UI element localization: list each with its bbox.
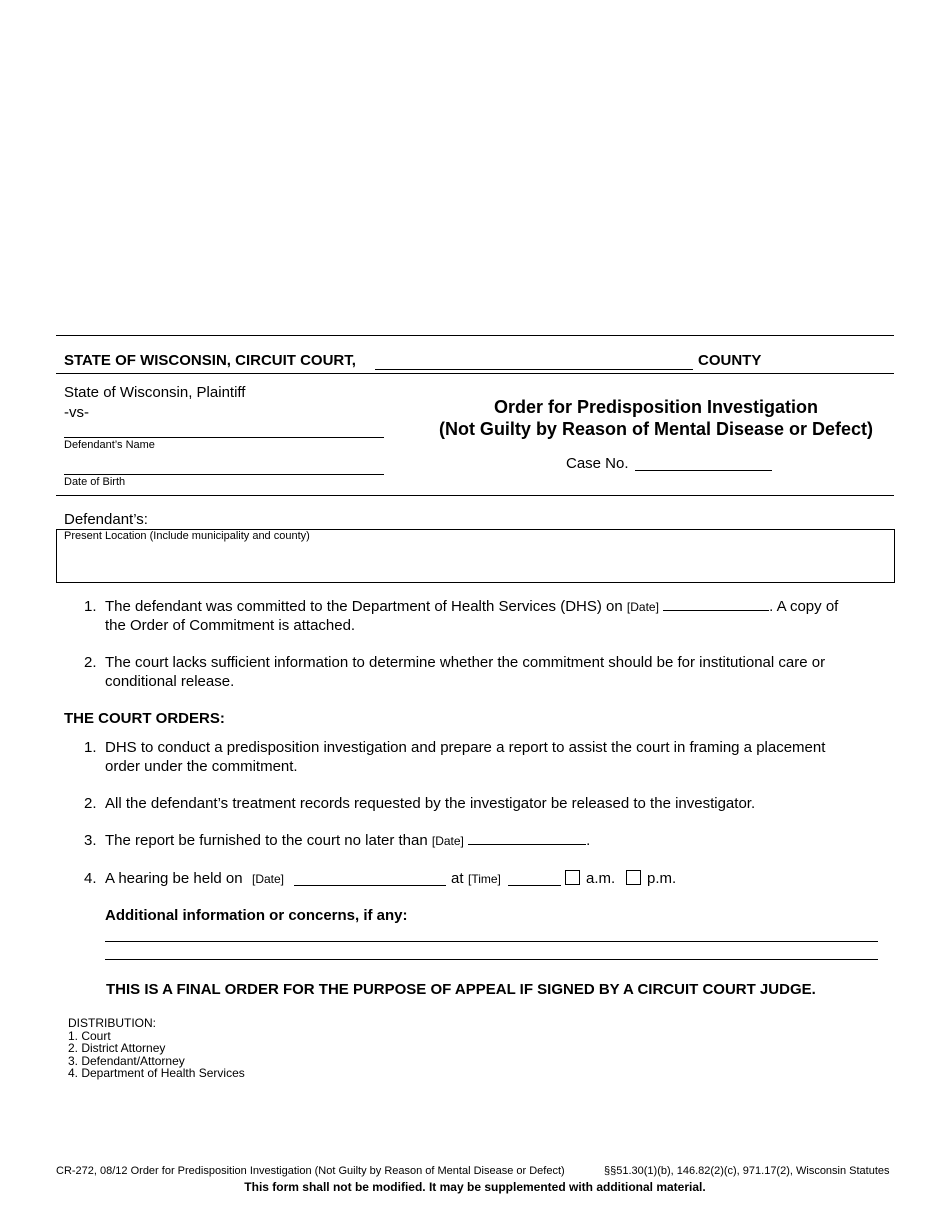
footer-notice: This form shall not be modified. It may be supplemented with additional material. (244, 1180, 706, 1194)
order-4-number: 4. (84, 870, 97, 887)
commitment-date-tag: [Date] (626, 600, 659, 614)
distribution-item: 4. Department of Health Services (68, 1066, 245, 1080)
final-order-notice: THIS IS A FINAL ORDER FOR THE PURPOSE OF APPEAL IF SIGNED BY A CIRCUIT COURT JUDGE. (106, 981, 816, 998)
distribution-item: 3. Defendant/Attorney (68, 1053, 185, 1068)
finding-2-text-cont: conditional release. (105, 673, 235, 690)
court-label: STATE OF WISCONSIN, CIRCUIT COURT, (64, 352, 356, 369)
versus-label: -vs- (64, 404, 89, 421)
court-orders-heading: THE COURT ORDERS: (64, 710, 225, 727)
distribution-item: 1. Court (68, 1028, 111, 1043)
additional-info-line-2[interactable] (105, 959, 878, 960)
additional-info-label: Additional information or concerns, if any: (105, 907, 408, 924)
commitment-date-field[interactable] (663, 598, 769, 611)
distribution-block (68, 1017, 245, 1080)
hearing-date-field[interactable] (294, 885, 446, 886)
finding-1-text: The defendant was committed to the Department of Health Services (DHS) on [Date] . A copy of (105, 598, 839, 615)
form-subtitle: (Not Guilty by Reason of Mental Disease or Defect) (438, 419, 874, 439)
additional-info-line-1[interactable] (105, 941, 878, 942)
order-3-number: 3. (84, 832, 97, 849)
finding-2-number: 2. (84, 654, 97, 671)
order-1-text-cont: order under the commitment. (105, 758, 298, 775)
am-label: a.m. (586, 870, 616, 887)
defendant-location-heading: Defendant’s: (64, 511, 148, 528)
county-label: COUNTY (698, 352, 762, 369)
county-name-field[interactable] (375, 369, 693, 370)
finding-2-text: The court lacks sufficient information to determine whether the commitment should be for institutional care or (105, 654, 826, 671)
plaintiff-label: State of Wisconsin, Plaintiff (64, 384, 246, 401)
order-3-text: The report be furnished to the court no later than [Date] . (105, 832, 591, 849)
report-date-field[interactable] (468, 832, 586, 845)
case-number-field[interactable] (635, 470, 772, 471)
hearing-at-label: at (451, 870, 464, 887)
caption-bottom-rule (56, 495, 894, 496)
present-location-label: Present Location (Include municipality and county) (64, 530, 310, 542)
case-number-label: Case No. (566, 455, 629, 472)
form-title: Order for Predisposition Investigation (493, 397, 819, 417)
header-bottom-rule (56, 373, 894, 374)
distribution-heading: DISTRIBUTION: (68, 1016, 157, 1030)
pm-checkbox[interactable] (626, 870, 641, 885)
distribution-item: 2. District Attorney (68, 1041, 166, 1055)
order-1-text: DHS to conduct a predisposition investigation and prepare a report to assist the court in framing a placement (105, 739, 826, 756)
order-2-number: 2. (84, 795, 97, 812)
date-of-birth-label: Date of Birth (64, 476, 126, 488)
defendant-name-label: Defendant’s Name (64, 439, 155, 451)
finding-1-number: 1. (84, 598, 97, 615)
footer-statutes: §§51.30(1)(b), 146.82(2)(c), 971.17(2), Wisconsin Statutes (604, 1165, 890, 1177)
date-of-birth-field[interactable] (64, 474, 384, 475)
order-2-text: All the defendant’s treatment records requested by the investigator be released to the investigator. (105, 795, 756, 812)
footer-form-id: CR-272, 08/12 Order for Predisposition Investigation (Not Guilty by Reason of Mental Disease or Defect) (56, 1165, 565, 1177)
finding-1-text-cont: the Order of Commitment is attached. (105, 617, 356, 634)
hearing-date-tag: [Date] (252, 872, 285, 886)
order-1-number: 1. (84, 739, 97, 756)
pm-label: p.m. (647, 870, 677, 887)
am-checkbox[interactable] (565, 870, 580, 885)
report-date-tag: [Date] (431, 834, 464, 848)
defendant-name-field[interactable] (64, 437, 384, 438)
hearing-time-tag: [Time] (468, 872, 501, 886)
order-4-text: A hearing be held on (105, 870, 243, 887)
top-rule (56, 335, 894, 336)
hearing-time-field[interactable] (508, 885, 561, 886)
